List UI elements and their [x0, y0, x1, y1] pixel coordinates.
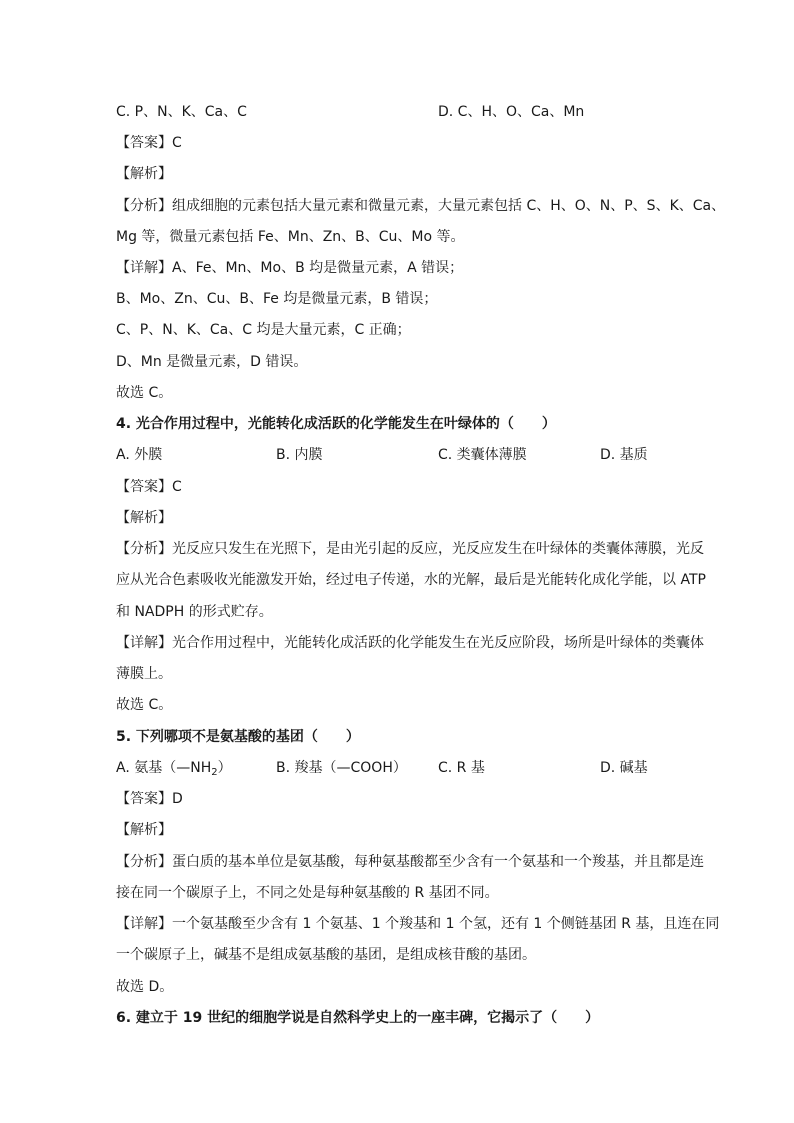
q4-option-c: C. 类囊体薄膜	[438, 447, 527, 463]
q4-fenxi-line3: 和 NADPH 的形式贮存。	[116, 604, 273, 620]
q4-fenxi-line2: 应从光合色素吸收光能激发开始，经过电子传递，水的光解，最后是光能转化成化学能，以 ATP	[116, 572, 706, 588]
q5-conclusion: 故选 D。	[116, 979, 174, 995]
q4-question: 4. 光合作用过程中，光能转化成活跃的化学能发生在叶绿体的（ ）	[116, 416, 556, 432]
q5-option-b: B. 羧基（—COOH）	[276, 760, 407, 776]
q5-option-a	[116, 758, 232, 778]
q5-option-d: D. 碱基	[600, 760, 648, 776]
q3-fenxi-line1: 【分析】组成细胞的元素包括大量元素和微量元素，大量元素包括 C、H、O、N、P、S、K、Ca、	[116, 198, 726, 214]
q4-option-d: D. 基质	[600, 447, 648, 463]
q4-analysis-label: 【解析】	[116, 510, 172, 526]
q5-analysis-label: 【解析】	[116, 822, 172, 838]
q5-option-c: C. R 基	[438, 760, 485, 776]
q4-detail-line1: 【详解】光合作用过程中，光能转化成活跃的化学能发生在光反应阶段，场所是叶绿体的类囊体	[116, 635, 704, 651]
q4-fenxi-line1: 【分析】光反应只发生在光照下，是由光引起的反应，光反应发生在叶绿体的类囊体薄膜，光反	[116, 541, 704, 557]
q3-analysis-label: 【解析】	[116, 166, 172, 182]
q5-detail-line2: 一个碳原子上，碱基不是组成氨基酸的基团，是组成核苷酸的基团。	[116, 947, 536, 963]
q3-option-d: D. C、H、O、Ca、Mn	[438, 104, 585, 120]
q4-detail-line2: 薄膜上。	[116, 666, 172, 682]
q3-option-c: C. P、N、K、Ca、C	[116, 104, 247, 120]
q3-answer: 【答案】C	[116, 135, 182, 151]
q5-option-a-subscript: 2	[211, 767, 218, 778]
q4-answer: 【答案】C	[116, 479, 182, 495]
q5-fenxi-line1: 【分析】蛋白质的基本单位是氨基酸，每种氨基酸都至少含有一个氨基和一个羧基，并且都是连	[116, 854, 704, 870]
q3-detail-line2: B、Mo、Zn、Cu、B、Fe 均是微量元素，B 错误；	[116, 291, 438, 307]
q4-option-b: B. 内膜	[276, 447, 323, 463]
q5-answer: 【答案】D	[116, 791, 183, 807]
q3-conclusion: 故选 C。	[116, 385, 173, 401]
q5-option-a-prefix: A. 氨基（—NH	[116, 760, 212, 776]
q5-fenxi-line2: 接在同一个碳原子上，不同之处是每种氨基酸的 R 基团不同。	[116, 885, 499, 901]
q4-conclusion: 故选 C。	[116, 697, 173, 713]
q6-question: 6. 建立于 19 世纪的细胞学说是自然科学史上的一座丰碑，它揭示了（ ）	[116, 1010, 600, 1026]
q3-detail-line4: D、Mn 是微量元素，D 错误。	[116, 354, 308, 370]
q4-option-a: A. 外膜	[116, 447, 163, 463]
q3-fenxi-line2: Mg 等，微量元素包括 Fe、Mn、Zn、B、Cu、Mo 等。	[116, 229, 465, 245]
q5-option-a-suffix: ）	[217, 760, 232, 776]
q3-detail-line1: 【详解】A、Fe、Mn、Mo、B 均是微量元素，A 错误；	[116, 260, 464, 276]
q3-detail-line3: C、P、N、K、Ca、C 均是大量元素，C 正确；	[116, 322, 411, 338]
q5-question: 5. 下列哪项不是氨基酸的基团（ ）	[116, 729, 360, 745]
q5-detail-line1: 【详解】一个氨基酸至少含有 1 个氨基、1 个羧基和 1 个氢，还有 1 个侧链基团 R 基，且连在同	[116, 916, 720, 932]
